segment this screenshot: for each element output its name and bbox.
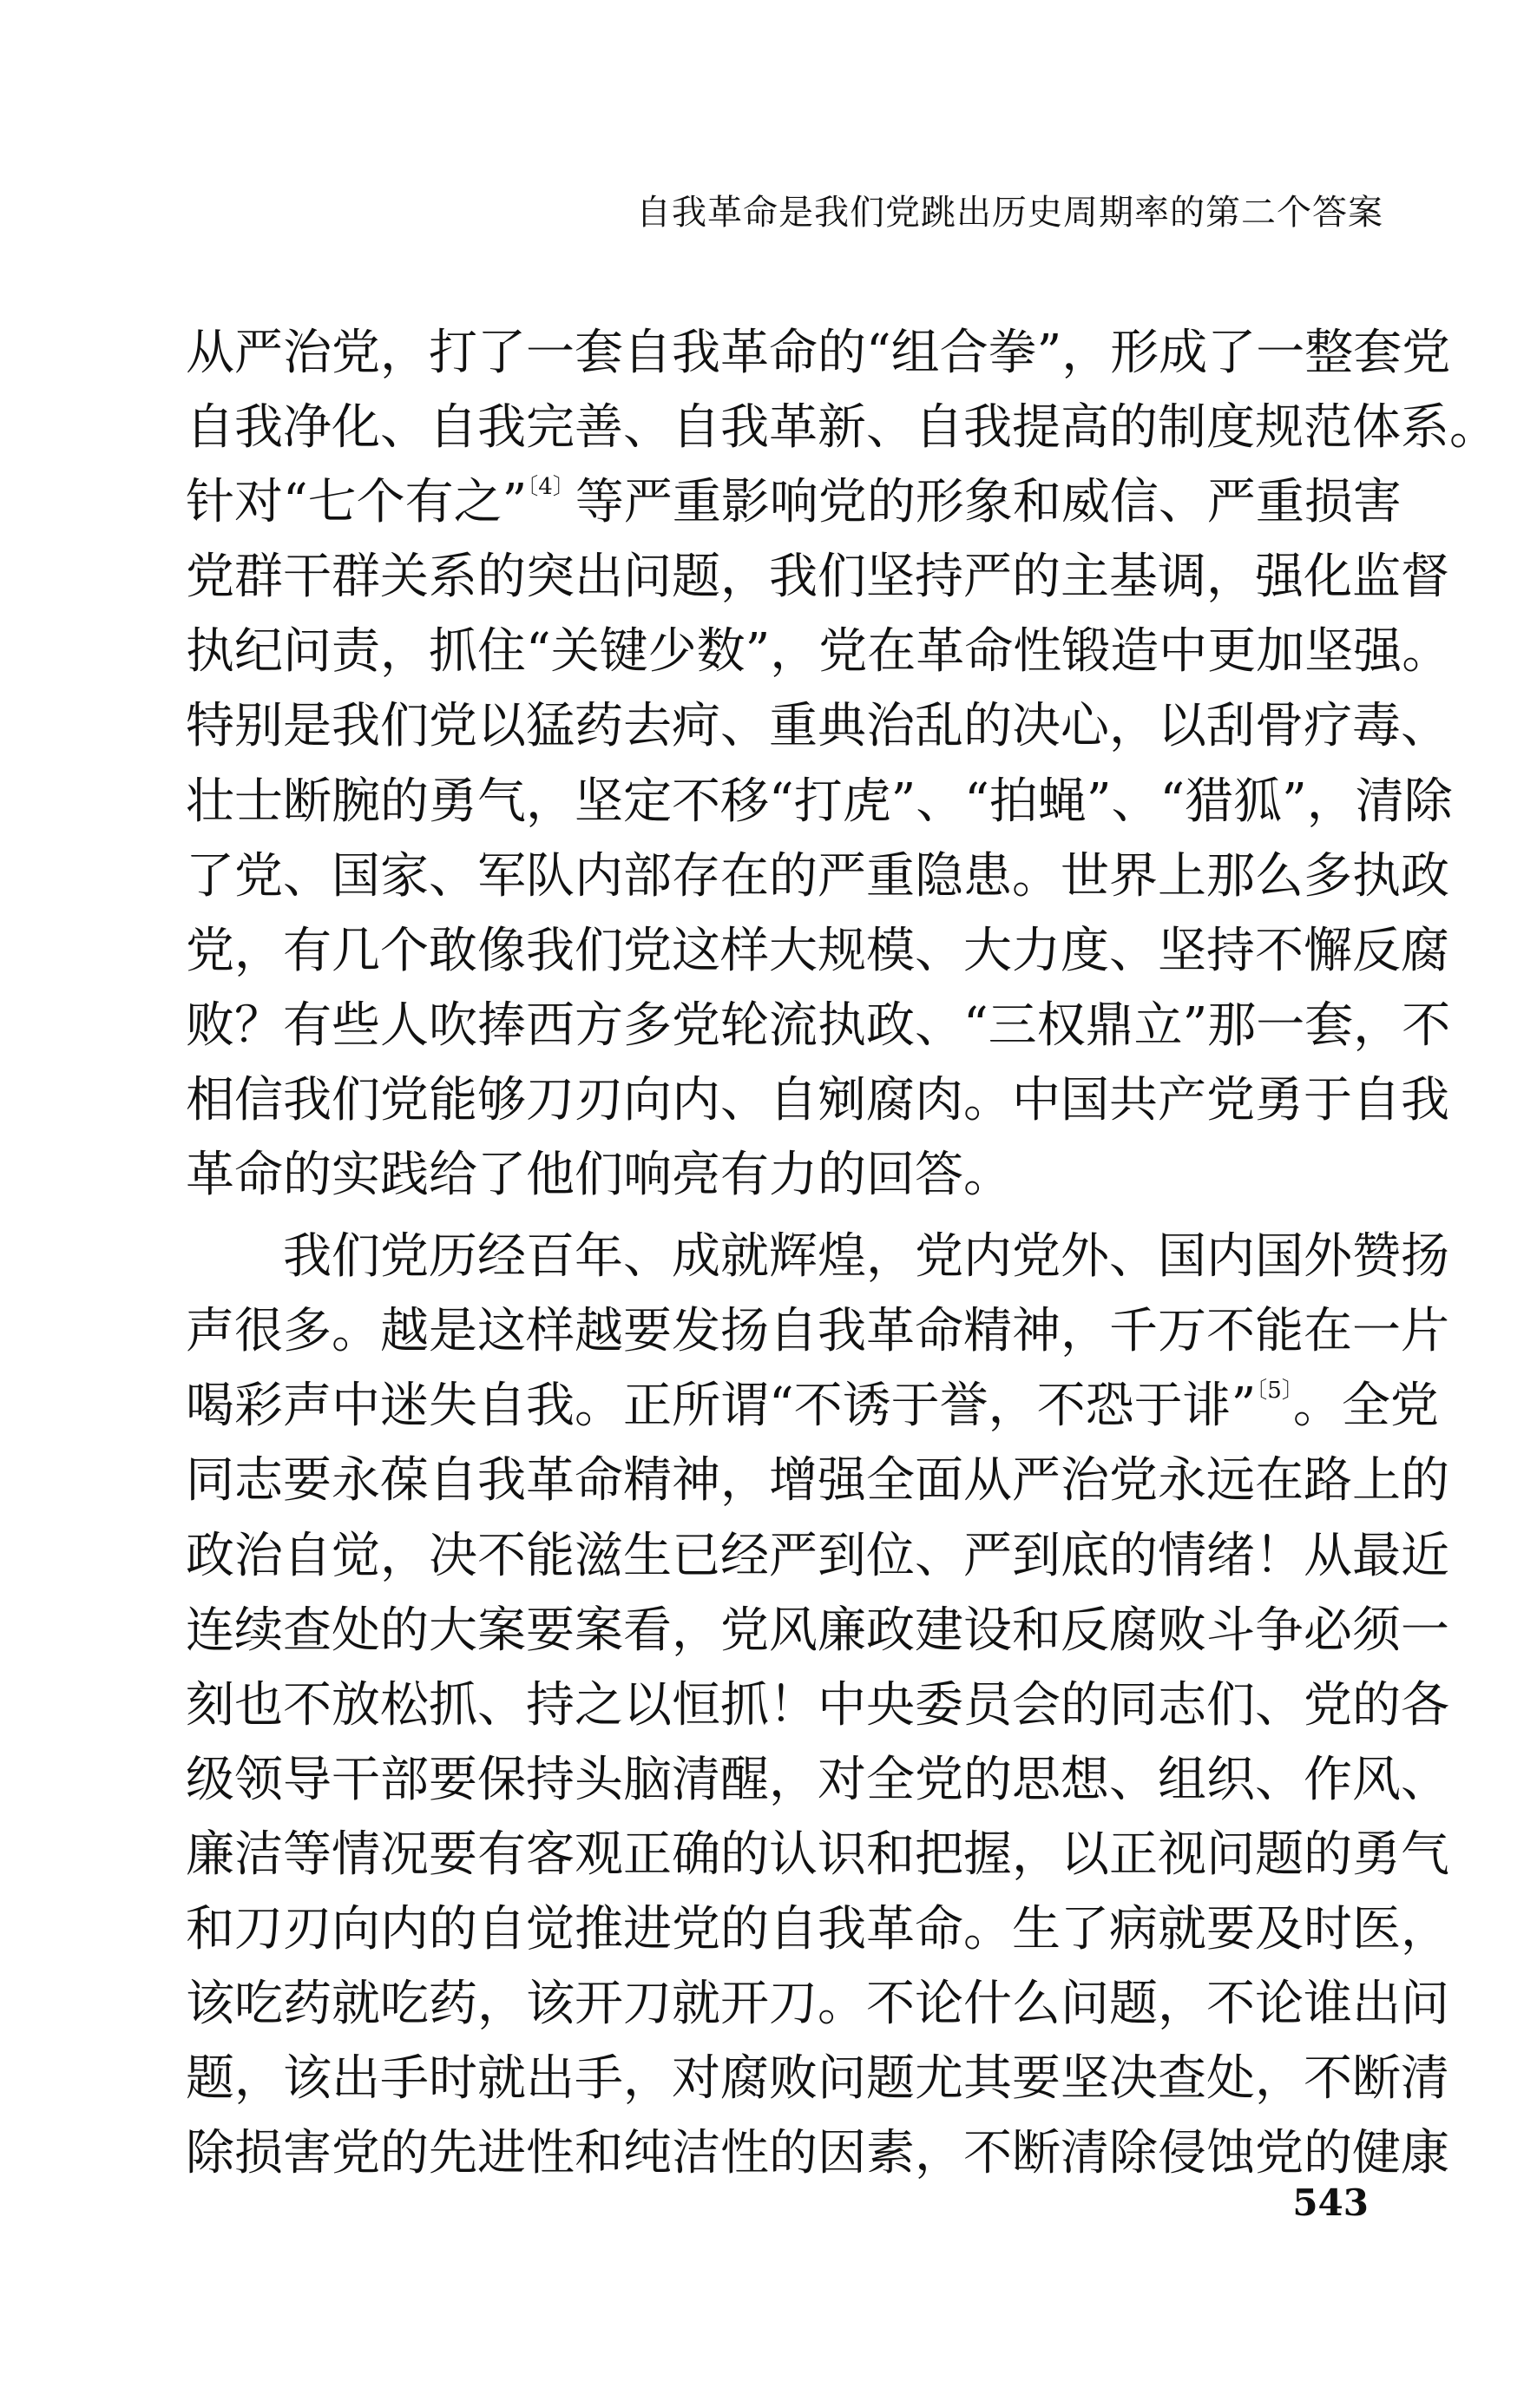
text-segment: 。全党 <box>1292 1378 1439 1435</box>
text-line: 壮士断腕的勇气，坚定不移“打虎”、“拍蝇”、“猎狐”，清除 <box>186 773 1453 830</box>
text-segment: 针对“七个有之” <box>186 474 528 531</box>
text-line <box>186 1369 1439 1444</box>
text-line: 党群干群关系的突出问题，我们坚持严的主基调，强化监督 <box>186 549 1449 606</box>
text-line: 除损害党的先进性和纯洁性的因素，不断清除侵蚀党的健康 <box>186 2125 1449 2182</box>
text-line: 政治自觉，决不能滋生已经严到位、严到底的情绪！从最近 <box>186 1527 1449 1584</box>
text-line: 题，该出手时就出手，对腐败问题尤其要坚决查处，不断清 <box>186 2050 1449 2108</box>
text-line <box>186 465 1402 540</box>
text-line: 相信我们党能够刀刃向内、自剜腐肉。中国共产党勇于自我 <box>186 1071 1449 1128</box>
text-line: 声很多。越是这样越要发扬自我革命精神，千万不能在一片 <box>186 1303 1449 1360</box>
text-line: 和刀刃向内的自觉推进党的自我革命。生了病就要及时医， <box>186 1900 1449 1957</box>
text-line: 党，有几个敢像我们党这样大规模、大力度、坚持不懈反腐 <box>186 922 1449 979</box>
text-line: 败？有些人吹捧西方多党轮流执政、“三权鼎立”那一套，不 <box>186 997 1451 1054</box>
text-line: 该吃药就吃药，该开刀就开刀。不论什么问题，不论谁出问 <box>186 1976 1449 2033</box>
body-text <box>186 316 1498 2191</box>
text-line: 特别是我们党以猛药去疴、重典治乱的决心，以刮骨疗毒、 <box>186 698 1449 755</box>
text-line: 自我净化、自我完善、自我革新、自我提高的制度规范体系。 <box>186 399 1498 457</box>
text-line: 连续查处的大案要案看，党风廉政建设和反腐败斗争必须一 <box>186 1602 1449 1659</box>
text-line: 革命的实践给了他们响亮有力的回答。 <box>186 1147 1012 1204</box>
text-line: 执纪问责，抓住“关键少数”，党在革命性锻造中更加坚强。 <box>186 623 1451 681</box>
text-line: 刻也不放松抓、持之以恒抓！中央委员会的同志们、党的各 <box>186 1676 1449 1734</box>
text-line: 廉洁等情况要有客观正确的认识和把握，以正视问题的勇气 <box>186 1826 1449 1883</box>
text-line: 级领导干部要保持头脑清醒，对全党的思想、组织、作风、 <box>186 1751 1449 1808</box>
text-segment: 等严重影响党的形象和威信、严重损害 <box>575 474 1402 531</box>
footnote-marker[interactable]: 〔5〕 <box>1256 1378 1293 1405</box>
running-head: 自我革命是我们党跳出历史周期率的第二个答案 <box>636 193 1383 233</box>
page-number: 543 <box>1292 2181 1369 2224</box>
footnote-marker[interactable]: 〔4〕 <box>527 474 575 501</box>
text-line: 了党、国家、军队内部存在的严重隐患。世界上那么多执政 <box>186 847 1449 905</box>
text-segment: 喝彩声中迷失自我。正所谓“不诱于誉，不恐于诽” <box>186 1378 1257 1435</box>
text-line: 同志要永葆自我革命精神，增强全面从严治党永远在路上的 <box>186 1452 1449 1510</box>
text-line: 我们党历经百年、成就辉煌，党内党外、国内国外赞扬 <box>283 1228 1449 1286</box>
text-line: 从严治党，打了一套自我革命的“组合拳”，形成了一整套党 <box>186 325 1451 381</box>
paragraph-gap <box>186 1213 1382 1220</box>
